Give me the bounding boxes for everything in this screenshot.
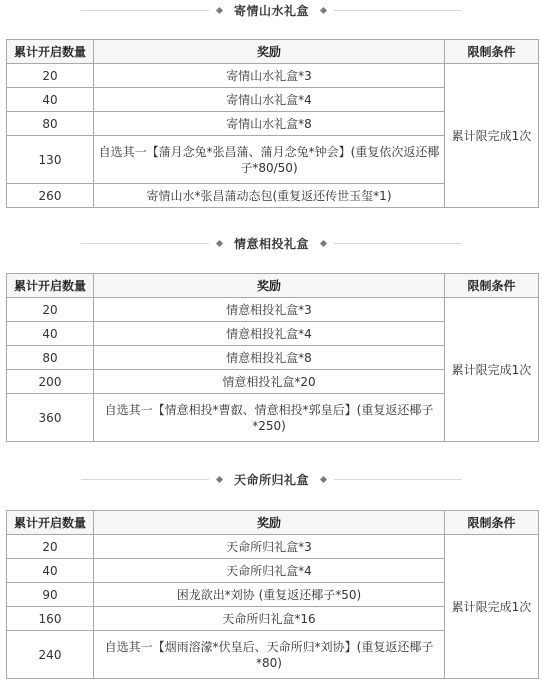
condition-cell: 累计限完成1次: [445, 535, 539, 679]
count-cell: 260: [7, 184, 94, 208]
table-row: [7, 298, 539, 322]
reward-cell: 寄情山水*张昌蒲动态包(重复返还传世玉玺*1): [94, 184, 445, 208]
reward-cell: 自选其一【蒲月念兔*张昌蒲、蒲月念兔*钟会】(重复依次返还椰子*80/50): [94, 136, 445, 184]
header-count: 累计开启数量: [7, 274, 94, 298]
header-reward: 奖励: [94, 40, 445, 64]
section-heading: 天命所归礼盒: [233, 472, 309, 487]
title-divider-left: [81, 243, 209, 244]
reward-cell: 困龙欲出*刘协 (重复返还椰子*50): [94, 583, 445, 607]
reward-table-3: [6, 510, 539, 679]
diamond-icon: [320, 6, 327, 13]
count-cell: 360: [7, 394, 94, 442]
reward-table-1: [6, 39, 539, 208]
title-divider-right: [334, 10, 462, 11]
header-count: 累计开启数量: [7, 511, 94, 535]
section-title-2: [0, 233, 543, 253]
title-divider-right: [334, 243, 462, 244]
table-header-row: [7, 511, 539, 535]
table-row: [7, 535, 539, 559]
count-cell: 40: [7, 88, 94, 112]
count-cell: 200: [7, 370, 94, 394]
count-cell: 130: [7, 136, 94, 184]
reward-cell: 情意相投礼盒*4: [94, 322, 445, 346]
reward-cell: 天命所归礼盒*16: [94, 607, 445, 631]
section-heading: 寄情山水礼盒: [233, 3, 309, 18]
reward-table-2: [6, 273, 539, 442]
reward-cell: 自选其一【情意相投*曹叡、情意相投*郭皇后】(重复返还椰子*250): [94, 394, 445, 442]
reward-cell: 情意相投礼盒*20: [94, 370, 445, 394]
header-count: 累计开启数量: [7, 40, 94, 64]
reward-cell: 天命所归礼盒*3: [94, 535, 445, 559]
table-row: [7, 64, 539, 88]
reward-cell: 寄情山水礼盒*4: [94, 88, 445, 112]
reward-cell: 情意相投礼盒*3: [94, 298, 445, 322]
count-cell: 80: [7, 346, 94, 370]
header-reward: 奖励: [94, 274, 445, 298]
section-heading: 情意相投礼盒: [233, 236, 309, 251]
reward-cell: 情意相投礼盒*8: [94, 346, 445, 370]
table-header-row: [7, 274, 539, 298]
count-cell: 20: [7, 535, 94, 559]
section-title-1: [0, 0, 543, 20]
diamond-icon: [320, 475, 327, 482]
diamond-icon: [320, 239, 327, 246]
count-cell: 20: [7, 298, 94, 322]
table-header-row: [7, 40, 539, 64]
count-cell: 20: [7, 64, 94, 88]
header-condition: 限制条件: [445, 511, 539, 535]
count-cell: 90: [7, 583, 94, 607]
diamond-icon: [216, 475, 223, 482]
count-cell: 160: [7, 607, 94, 631]
reward-cell: 寄情山水礼盒*3: [94, 64, 445, 88]
title-divider-left: [81, 10, 209, 11]
title-divider-right: [334, 479, 462, 480]
reward-cell: 天命所归礼盒*4: [94, 559, 445, 583]
reward-cell: 自选其一【烟雨溶濛*伏皇后、天命所归*刘协】(重复返还椰子*80): [94, 631, 445, 679]
count-cell: 40: [7, 559, 94, 583]
reward-cell: 寄情山水礼盒*8: [94, 112, 445, 136]
diamond-icon: [216, 6, 223, 13]
section-title-3: [0, 469, 543, 489]
header-condition: 限制条件: [445, 274, 539, 298]
count-cell: 240: [7, 631, 94, 679]
condition-cell: 累计限完成1次: [445, 298, 539, 442]
title-divider-left: [81, 479, 209, 480]
condition-cell: 累计限完成1次: [445, 64, 539, 208]
header-reward: 奖励: [94, 511, 445, 535]
count-cell: 40: [7, 322, 94, 346]
header-condition: 限制条件: [445, 40, 539, 64]
count-cell: 80: [7, 112, 94, 136]
diamond-icon: [216, 239, 223, 246]
